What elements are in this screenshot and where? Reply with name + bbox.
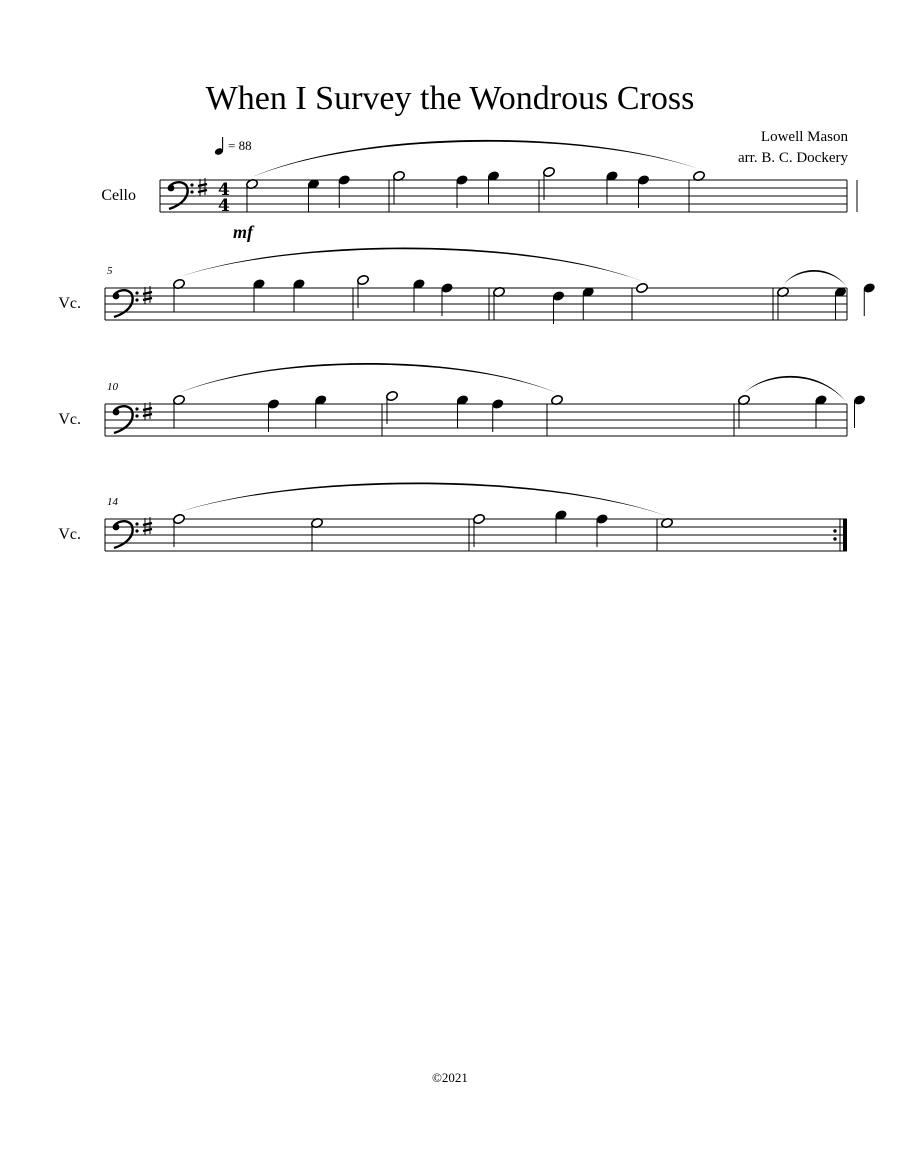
sharp-icon (198, 178, 207, 196)
repeat-dot (833, 529, 836, 532)
note (582, 286, 595, 320)
note (311, 517, 324, 551)
instrument-label: Vc. (58, 295, 81, 312)
instrument-label: Vc. (58, 411, 81, 428)
note (413, 278, 426, 312)
note (555, 509, 568, 543)
note (253, 278, 266, 312)
note (173, 513, 186, 547)
note (637, 174, 650, 208)
bass-clef-icon (113, 293, 120, 300)
measure-number: 14 (107, 496, 118, 508)
sharp-icon (143, 517, 152, 535)
arranger-credit: arr. B. C. Dockery (738, 150, 848, 166)
slur (252, 140, 699, 177)
note (552, 290, 565, 324)
note (393, 170, 406, 204)
tempo-value: = 88 (228, 138, 252, 153)
sharp-icon (143, 402, 152, 420)
note (314, 394, 327, 428)
score-title: When I Survey the Wondrous Cross (205, 80, 695, 117)
note (246, 178, 259, 212)
note (173, 278, 186, 312)
instrument-label: Vc. (58, 526, 81, 543)
note (493, 286, 506, 320)
measure-number: 5 (107, 265, 113, 277)
measure-number: 10 (107, 381, 118, 393)
slur (744, 376, 847, 403)
time-signature-bottom: 4 (218, 196, 230, 216)
note (456, 174, 469, 208)
note (738, 394, 751, 428)
note (853, 394, 866, 428)
repeat-barline (843, 519, 847, 551)
repeat-dot (833, 537, 836, 540)
note (834, 286, 847, 320)
note (863, 282, 876, 316)
staff-system (160, 140, 857, 212)
note (777, 286, 790, 320)
bass-clef-dot (135, 407, 138, 410)
slur (179, 247, 642, 281)
bass-clef-dot (135, 414, 138, 417)
note (636, 282, 649, 293)
slur (179, 363, 557, 393)
note (473, 513, 486, 547)
time-signature-top: 4 (218, 180, 230, 200)
slur (783, 270, 847, 287)
note (491, 398, 504, 432)
dynamic-marking: mf (233, 222, 253, 242)
note (267, 398, 280, 432)
bass-clef-icon (113, 409, 120, 416)
note (606, 170, 619, 204)
staff-system (105, 363, 900, 436)
note (386, 390, 399, 424)
note (596, 513, 609, 547)
bass-clef-icon (168, 185, 175, 192)
sharp-icon (143, 286, 152, 304)
composer-credit: Lowell Mason (760, 129, 848, 145)
note (307, 178, 320, 212)
instrument-label: Cello (101, 187, 136, 204)
bass-clef-dot (190, 183, 193, 186)
note (815, 394, 828, 428)
note (338, 174, 351, 208)
staff-system (105, 482, 847, 551)
note (441, 282, 454, 316)
note (173, 394, 186, 428)
slur (179, 482, 667, 516)
note (357, 274, 370, 308)
note (456, 394, 469, 428)
copyright-notice: ©2021 (432, 1070, 468, 1085)
bass-clef-dot (135, 529, 138, 532)
bass-clef-dot (135, 522, 138, 525)
bass-clef-icon (113, 524, 120, 531)
staff-system (105, 247, 900, 324)
note (293, 278, 306, 312)
bass-clef-dot (135, 291, 138, 294)
bass-clef-dot (135, 298, 138, 301)
bass-clef-dot (190, 190, 193, 193)
note (543, 166, 556, 200)
note (487, 170, 500, 204)
